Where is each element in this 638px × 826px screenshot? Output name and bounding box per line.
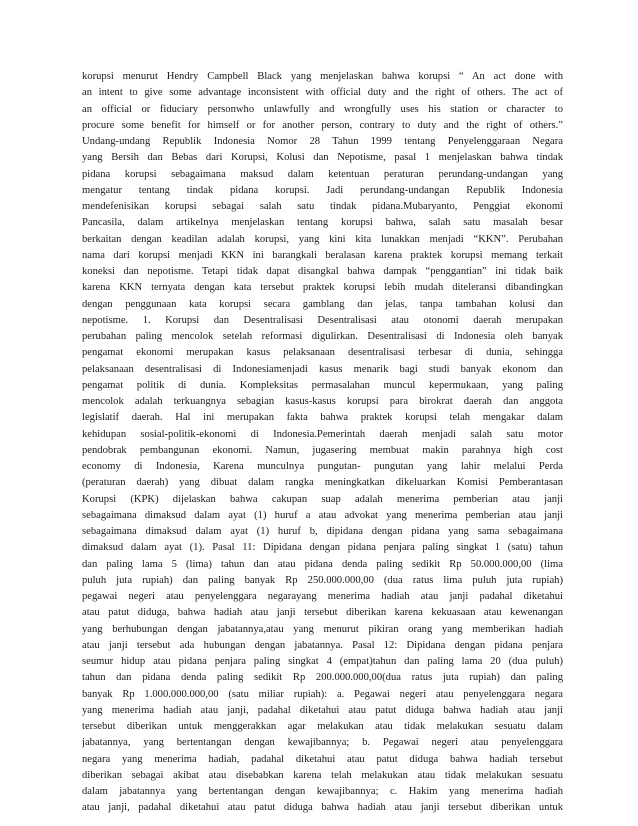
text-line: dalam jabatannya yang bertentangan dengan kewajibannya; c. Hakim yang menerima hadiah xyxy=(82,786,563,797)
document-body xyxy=(82,69,563,817)
text-line: diberikan sebagai akibat atau disebabkan karena telah melakukan atau tidak melakukan sesuatu xyxy=(82,769,563,781)
text-line: Korupsi (KPK) dijelaskan bahwa cakupan suap adalah menerima pemberian atau janji xyxy=(82,493,563,505)
text-line: pegawai negeri atau penyelenggara negarayang menerima hadiah atau janji padahal diketahui xyxy=(82,591,563,602)
text-line: berkaitan dengan keadilan adalah korupsi, yang kini kita lunakkan menjadi “KKN”. Perubahan xyxy=(82,233,563,245)
text-line: atau patut diduga, bahwa hadiah atau janji tersebut diberikan karena kekuasaan atau kewenangan xyxy=(82,607,563,619)
text-line: nepotisme. 1. Korupsi dan Desentralisasi Desentralisasi atau otonomi daerah merupakan xyxy=(82,314,563,326)
text-line: karena KKN ternyata dengan kata tersebut praktek korupsi lebih mudah diteleransi dibandingkan xyxy=(82,282,563,294)
text-line: dimaksud dalam ayat (1). Pasal 11: Dipidana dengan pidana penjara paling singkat 1 (satu) tahun xyxy=(82,542,563,554)
text-line: yang Bersih dan Bebas dari Korupsi, Kolusi dan Nepotisme, pasal 1 menjelaskan bahwa tindak xyxy=(82,152,563,164)
text-line: mencolok adalah terkuangnya sebagian kasus-kasus korupsi para birokrat daerah dan anggota xyxy=(82,396,563,407)
text-line: pidana korupsi sebagaimana maksud dalam ketentuan peraturan perundang-undangan yang xyxy=(82,168,563,180)
text-line: yang menerima hadiah atau janji, padahal diketahui atau patut diduga bahwa hadiah atau janji xyxy=(82,704,563,716)
text-line: puluh juta rupiah) dan paling banyak Rp 250.000.000,00 (dua ratus lima puluh juta rupiah) xyxy=(82,574,563,586)
text-line: korupsi menurut Hendry Campbell Black yang menjelaskan bahwa korupsi “ An act done with xyxy=(82,71,563,82)
text-line: seumur hidup atau pidana penjara paling singkat 4 (empat)tahun dan paling lama 20 (dua puluh) xyxy=(82,656,563,667)
text-line: procure some benefit for himself or for another person, contrary to duty and the right of others.” xyxy=(82,119,563,131)
text-line: sebagaimana dimaksud dalam ayat (1) huruf a atau advokat yang menerima pemberian atau janji xyxy=(82,509,563,521)
text-line: koneksi dan nepotisme. Tetapi tidak dapat disangkal bahwa dampak “penggantian” ini tidak baik xyxy=(82,266,563,277)
text-line: nama dari korupsi menjadi KKN ini barangkali beralasan karena praktek korupsi memang terkait xyxy=(82,249,563,261)
text-line: pengamat politik di dunia. Kompleksitas permasalahan muncul kepermukaan, yang paling xyxy=(82,379,563,391)
text-line: kehidupan sosial-politik-ekonomi di Indonesia.Pemerintah daerah menjadi salah satu motor xyxy=(82,428,563,440)
text-line: atau janji tersebut ada hubungan dengan jabatannya. Pasal 12: Dipidana dengan pidana penjara xyxy=(82,639,563,651)
text-line: an intent to give some advantage inconsistent with official duty and the right of others. The act of xyxy=(82,87,563,99)
text-line: dengan penggunaan kata korupsi secara gamblang dan jelas, tanpa tambahan kolusi dan xyxy=(82,298,563,310)
text-line: dan paling lama 5 (lima) tahun dan atau pidana denda paling sedikit Rp 50.000.000,00 (lima xyxy=(82,558,563,570)
text-line: Pancasila, dalam artikelnya menjelaskan tentang korupsi bahwa, salah satu masalah besar xyxy=(82,217,563,229)
text-line: sebagaimana dimaksud dalam ayat (1) huruf b, dipidana dengan pidana yang sama sebagaimana xyxy=(82,526,563,537)
text-line: atau janji, padahal diketahui atau patut diduga bahwa hadiah atau janji tersebut diberikan untuk xyxy=(82,802,563,814)
text-line: pelaksanaan desentralisasi di Indonesiamenjadi kasus menarik bagi studi banyak ekonom dan xyxy=(82,363,563,375)
text-line: mendefenisikan korupsi sebagai salah satu tindak pidana.Mubaryanto, Penggiat ekonomi xyxy=(82,201,563,212)
text-line: pendobrak pembangunan ekonomi. Namun, jugasering membuat makin parahnya high cost xyxy=(82,444,563,456)
text-line: Undang-undang Republik Indonesia Nomor 28 Tahun 1999 tentang Penyelenggaraan Negara xyxy=(82,136,563,147)
text-line: perubahan paling mencolok setelah reformasi digulirkan. Desentralisasi di Indonesia oleh banyak xyxy=(82,331,563,342)
text-line: tersebut diberikan untuk menggerakkan agar melakukan atau tidak melakukan sesuatu dalam xyxy=(82,721,563,732)
text-line: banyak Rp 1.000.000.000,00 (satu miliar rupiah): a. Pegawai negeri atau penyelenggara negara xyxy=(82,688,563,700)
text-line: pengamat ekonomi merupakan kasus pelaksanaan desentralisasi terbesar di dunia, sehingga xyxy=(82,347,563,359)
text-line: an official or fiduciary personwho unlawfully and wrongfully uses his station or character to xyxy=(82,103,563,115)
text-line: tahun dan pidana denda paling sedikit Rp 200.000.000,00(dua ratus juta rupiah) dan paling xyxy=(82,672,563,684)
text-line: legislatif daerah. Hal ini merupakan fakta bahwa praktek korupsi telah mengakar dalam xyxy=(82,412,563,424)
text-line: jabatannya, yang bertentangan dengan kewajibannya; b. Pegawai negeri atau penyelenggara xyxy=(82,737,563,749)
text-line: negara yang menerima hadiah, padahal diketahui atau patut diduga bahwa hadiah tersebut xyxy=(82,753,563,765)
text-line: economy di Indonesia, Karena munculnya pungutan- pungutan yang lahir melalui Perda xyxy=(82,461,563,472)
text-line: (peraturan daerah) yang dibuat dalam rangka meningkatkan dikeluarkan Komisi Pemberantasan xyxy=(82,477,563,489)
text-line: mengatur tentang tindak pidana korupsi. Jadi perundang-undangan Republik Indonesia xyxy=(82,184,563,196)
text-line: yang berhubungan dengan jabatannya,atau yang menurut pikiran orang yang memberikan hadiah xyxy=(82,623,563,635)
